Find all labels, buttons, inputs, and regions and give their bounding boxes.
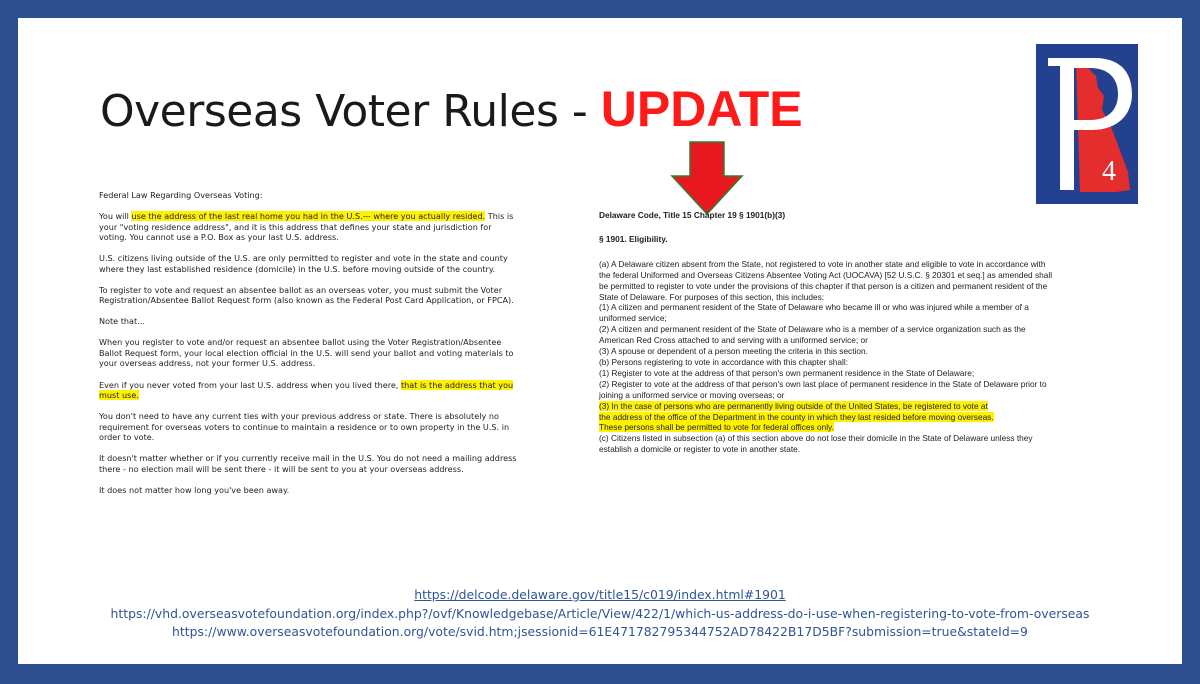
federal-paragraph-2: U.S. citizens living outside of the U.S. are only permitted to register and vote in the state and county where they last established residence (domicile) in the U.S. before moving outside of the country.	[99, 253, 508, 274]
logo-digit: 4	[1102, 156, 1116, 187]
link-ovf-knowledgebase[interactable]: https://vhd.overseasvotefoundation.org/index.php?/ovf/Knowledgebase/Article/View/422/1/which-us-address-do-i-use-when-registering-to-vote-from-overseas	[110, 605, 1090, 621]
highlight-last-home: use the address of the last real home you had in the U.S.— where you actually resided.	[131, 211, 486, 222]
subsection-b: (b) Persons registering to vote in accordance with this chapter shall:	[599, 356, 849, 367]
federal-paragraph-4: Note that...	[99, 316, 145, 327]
link-delcode[interactable]: https://delcode.delaware.gov/title15/c019/index.html#1901	[414, 587, 786, 602]
federal-paragraph-3: To register to vote and request an absentee ballot as an overseas voter, you must submit the Voter Registration/Absentee Ballot Request form (also known as the Federal Post Card Application, or FPCA).	[99, 284, 514, 306]
slide	[18, 18, 1182, 664]
delaware-code-text	[599, 210, 1059, 455]
slide-title	[100, 80, 803, 138]
title-main: Overseas Voter Rules -	[100, 86, 601, 137]
subsection-b2: (2) Register to vote at the address of that person's own last place of permanent residence in the State of Delaware prior to joining a uniformed service or moving overseas; or	[599, 378, 1047, 400]
federal-paragraph-5: When you register to vote and/or request an absentee ballot using the Voter Registration/Absentee Ballot Request form, your local election official in the U.S. will send your ballot and voting materials to your overseas address, not your former U.S. address.	[99, 337, 514, 369]
federal-heading: Federal Law Regarding Overseas Voting:	[99, 190, 263, 200]
federal-paragraph-1: You will use the address of the last real home you had in the U.S.— where you actually resided. This is your "voting residence address", and it is this address that defines your state and jurisdiction for voting. You cannot use a P.O. Box as your last U.S. address.	[99, 211, 514, 243]
federal-law-text	[99, 190, 519, 506]
title-update: UPDATE	[600, 81, 803, 137]
subsection-a2: (2) A citizen and permanent resident of the State of Delaware who is a member of a service organization such as the American Red Cross attached to and serving with a uniformed service; or	[599, 324, 1026, 346]
subsection-a3: (3) A spouse or dependent of a person meeting the criteria in this section.	[599, 346, 868, 357]
section-heading: § 1901. Eligibility.	[599, 233, 668, 244]
highlight-must-use: that is the address that you must use.	[99, 379, 514, 401]
subsection-c: (c) Citizens listed in subsection (a) of this section above do not lose their domicile in the State of Delaware unless they establish a domicile or register to vote in another state.	[599, 433, 1033, 455]
link-ovf-svid[interactable]: https://www.overseasvotefoundation.org/vote/svid.htm;jsessionid=61E471782795344752AD78422B17D5BF?submission=true&stateId=9	[172, 624, 1028, 639]
federal-paragraph-7: You don't need to have any current ties with your previous address or state. There is absolutely no requirement for overseas voters to continue to maintain a residence or to own property in the U.S. in order to vote.	[99, 411, 510, 443]
code-reference: Delaware Code, Title 15 Chapter 19 § 1901(b)(3)	[599, 210, 786, 220]
subsection-a: (a) A Delaware citizen absent from the State, not registered to vote in another state and eligible to vote in accordance with the federal Uniformed and Overseas Citizens Absentee Voting Act (UOCAVA) [52 U.S.C. § 20301 et seq.] as amended shall be permitted to register to vote under the provisions of this chapter if that person is a citizen and permanent resident of the State of Delaware. For purposes of this section, this includes:	[599, 258, 1053, 302]
source-links	[18, 586, 1182, 642]
federal-paragraph-9: It does not matter how long you've been away.	[99, 484, 290, 495]
subsection-a1: (1) A citizen and permanent resident of the State of Delaware who became ill or who was injured while a member of a uniformed service;	[599, 302, 1029, 324]
subsection-b3: (3) In the case of persons who are permanently living outside of the United States, be registered to vote at the address of the office of the Department in the county in which they last resided before moving overseas. These persons shall be permitted to vote for federal offices only.	[599, 400, 994, 433]
subsection-b1: (1) Register to vote at the address of that person's own permanent residence in the State of Delaware;	[599, 367, 975, 378]
federal-paragraph-6: Even if you never voted from your last U.S. address when you lived there, that is the address that you must use.	[99, 379, 514, 401]
p4-logo	[1036, 44, 1138, 204]
down-arrow-icon	[670, 140, 744, 216]
federal-paragraph-8: It doesn't matter whether or if you currently receive mail in the U.S. You do not need a mailing address there - no election mail will be sent there - it will be sent to you at your overseas address.	[99, 453, 517, 474]
